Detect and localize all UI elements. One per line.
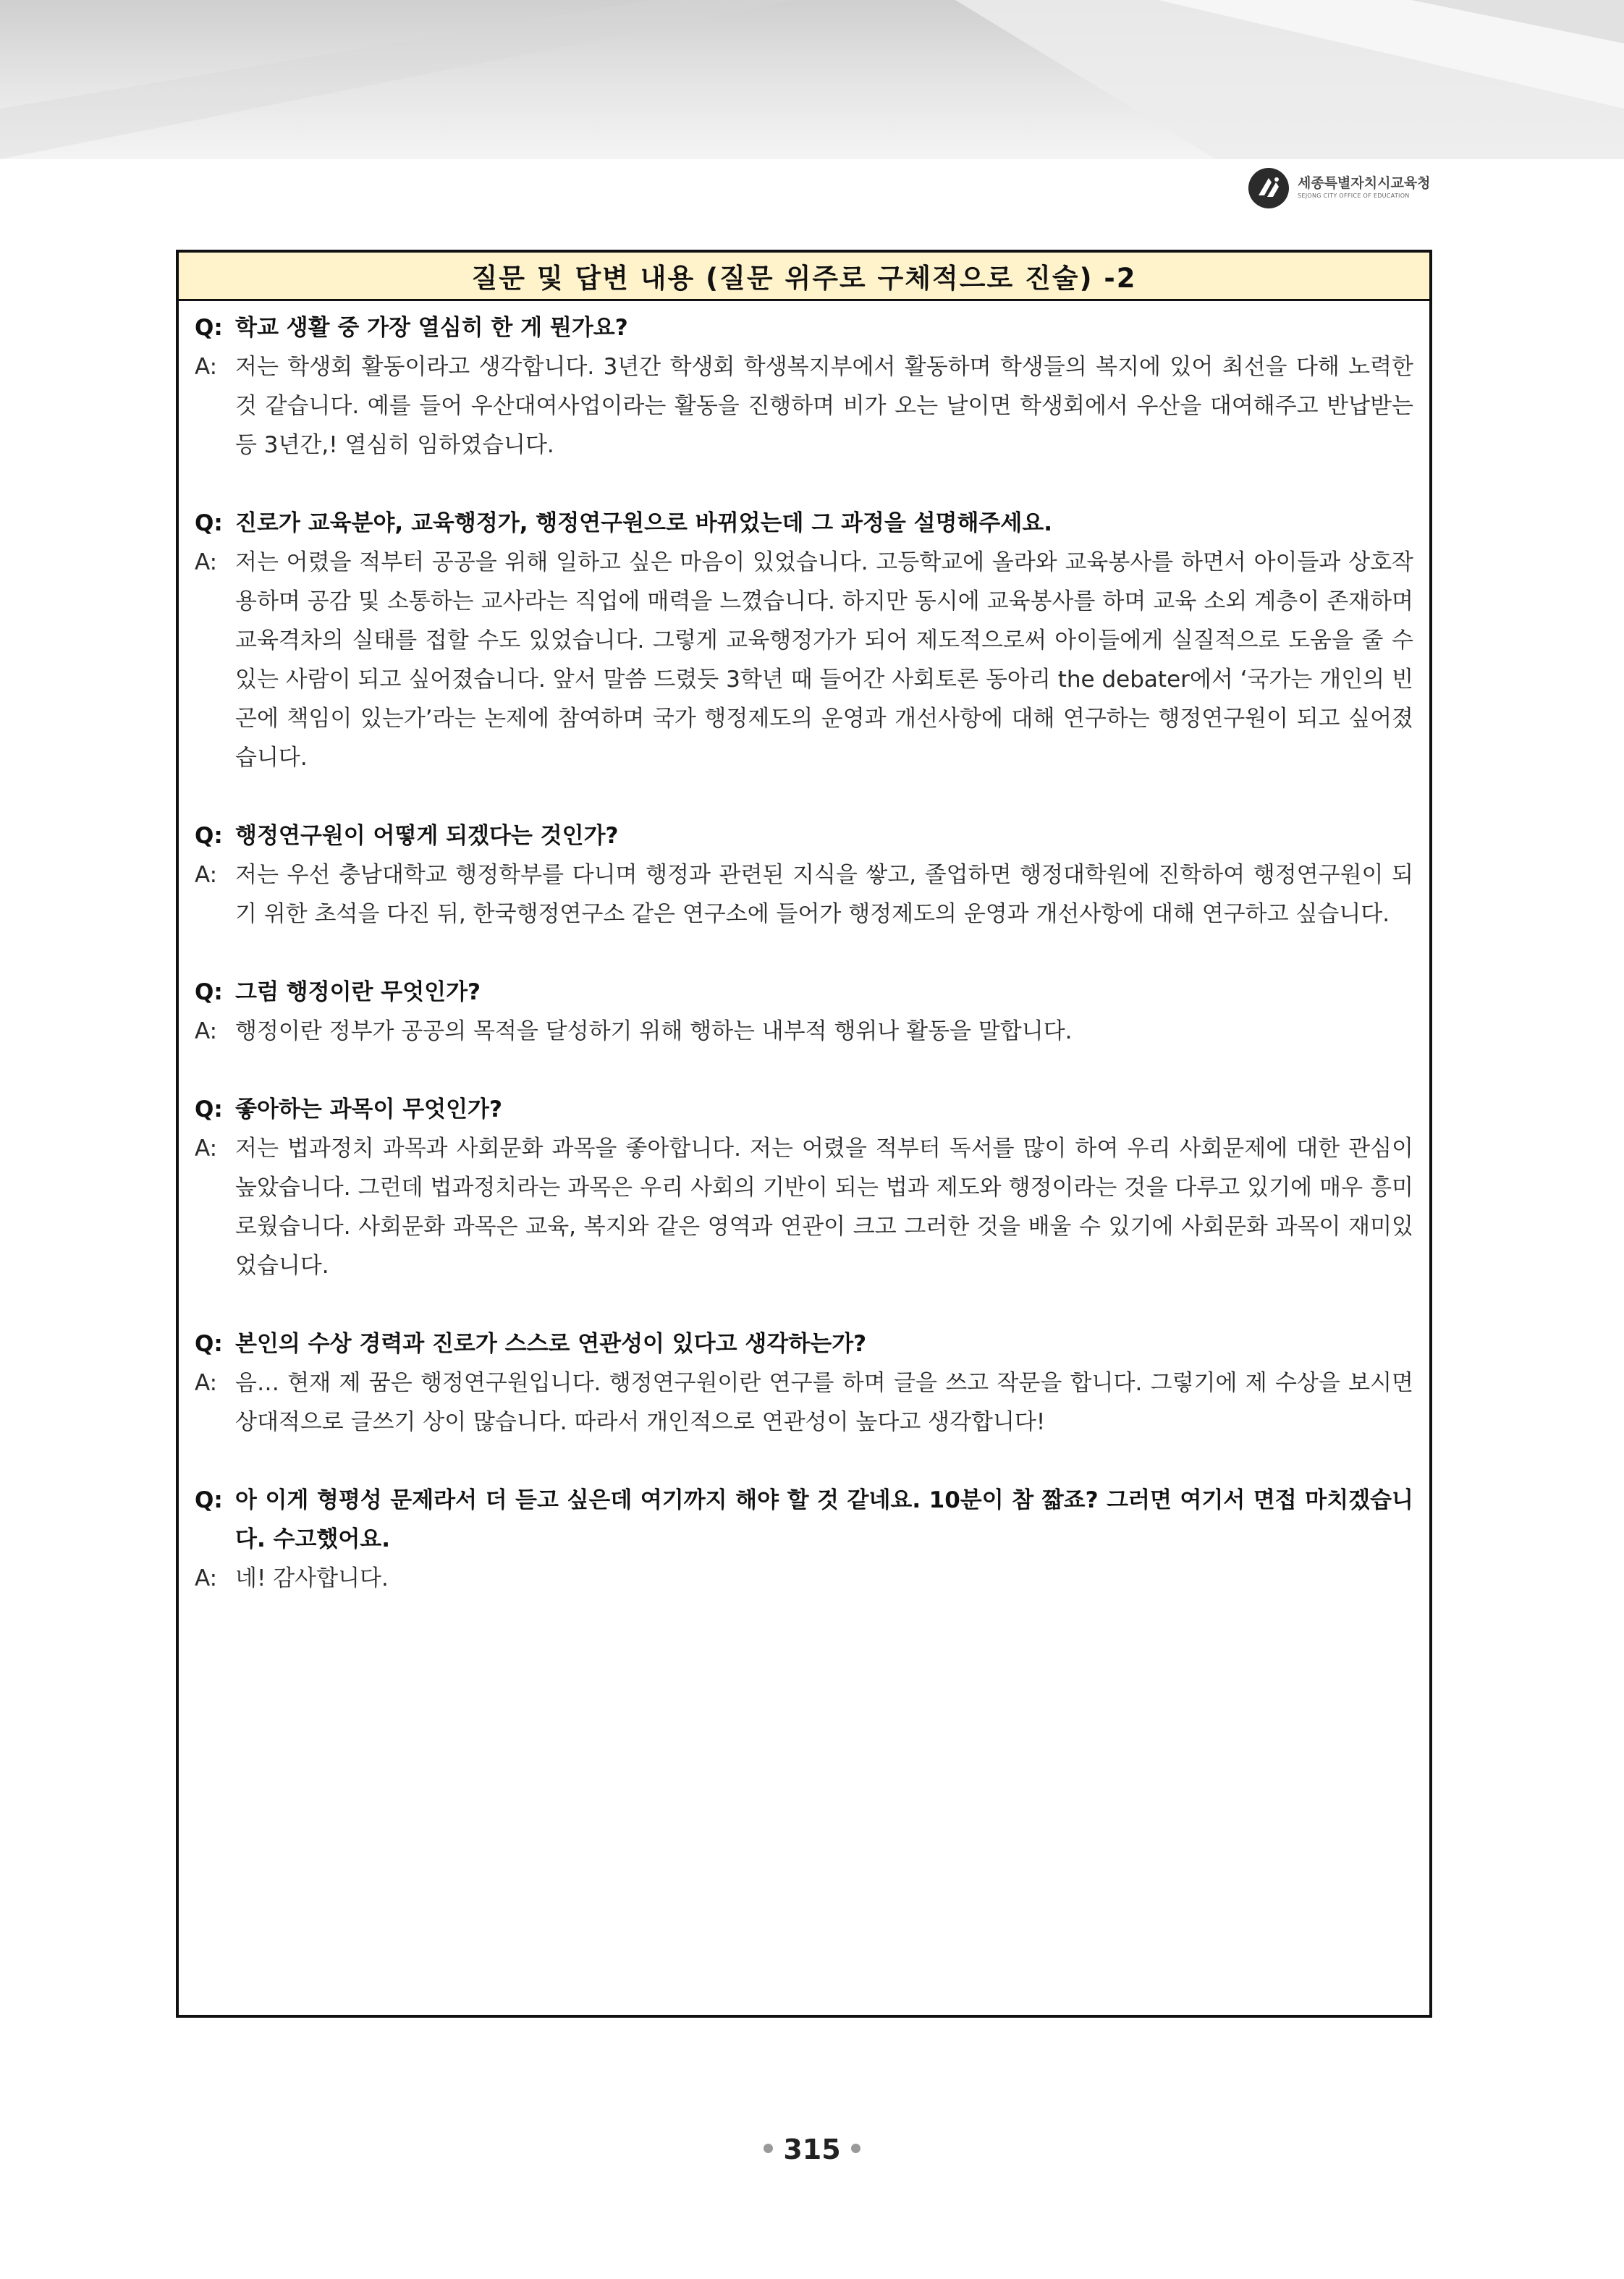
question-prefix: Q: [195,315,223,341]
question-prefix: Q: [195,1096,223,1122]
question-text: 좋아하는 과목이 무엇인가? [235,1096,502,1122]
question [195,816,1413,855]
question [195,973,1413,1012]
qa-item [195,1090,1413,1285]
answer-prefix: A: [195,1370,218,1396]
qa-item [195,816,1413,934]
question-text: 학교 생활 중 가장 열심히 한 게 뭔가요? [235,315,628,341]
answer-prefix: A: [195,549,218,575]
question-text: 아 이게 형평성 문제라서 더 듣고 싶은데 여기까지 해야 할 것 같네요. 10분이 참 짧죠? 그러면 여기서 면접 마치겠습니다. 수고했어요. [235,1487,1413,1552]
answer-text: 저는 우선 충남대학교 행정학부를 다니며 행정과 관련된 지식을 쌓고, 졸업하면 행정대학원에 진학하여 행정연구원이 되기 위한 초석을 다진 뒤, 한국행정연구소 같은 연구소에 들어가 행정제도의 운영과 개선사항에 대해 연구하고 싶습니다. [235,862,1413,927]
answer [195,1363,1413,1442]
qa-item [195,1324,1413,1442]
answer-text: 네! 감사합니다. [235,1565,389,1591]
qa-list [179,301,1429,1598]
question-prefix: Q: [195,1331,223,1357]
answer-text: 저는 어렸을 적부터 공공을 위해 일하고 싶은 마음이 있었습니다. 고등학교에 올라와 교육봉사를 하면서 아이들과 상호작용하며 공감 및 소통하는 교사라는 직업에 매력을 느꼈습니다. 하지만 동시에 교육봉사를 하며 교육 소외 계층이 존재하며 교육격차의 실태를 접할 수도 있었습니다. 그렇게 교육행정가가 되어 제도적으로써 아이들에게 실질적으로 도움을 줄 수 있는 사람이 되고 싶어졌습니다. 앞서 말씀 드렸듯 3학년 때 들어간 사회토론 동아리 the debater에서 ‘국가는 개인의 빈곤에 책임이 있는가’라는 논제에 참여하며 국가 행정제도의 운영과 개선사항에 대해 연구하는 행정연구원이 되고 싶어졌습니다. [235,549,1413,771]
question [195,1324,1413,1363]
page-number-text: 315 [783,2134,841,2165]
answer [195,1012,1413,1051]
qa-table [176,250,1432,2018]
header-banner [0,0,1624,159]
qa-item [195,1481,1413,1598]
publisher-name-en: SEJONG CITY OFFICE OF EDUCATION [1298,193,1410,199]
answer-prefix: A: [195,1136,218,1162]
question-prefix: Q: [195,1487,223,1513]
question-prefix: Q: [195,823,223,849]
answer-prefix: A: [195,1018,218,1044]
qa-item [195,973,1413,1051]
sejong-emblem-icon [1248,168,1289,208]
answer-text: 저는 법과정치 과목과 사회문화 과목을 좋아합니다. 저는 어렸을 적부터 독서를 많이 하여 우리 사회문제에 대한 관심이 높았습니다. 그런데 법과정치라는 과목은 우리 사회의 기반이 되는 법과 제도와 행정이라는 것을 다루고 있기에 매우 흥미로웠습니다. 사회문화 과목은 교육, 복지와 같은 영역과 연관이 크고 그러한 것을 배울 수 있기에 사회문화 과목이 재미있었습니다. [235,1136,1413,1279]
bullet-dot-icon [851,2144,860,2153]
publisher-name: 세종특별자치시교육청 [1298,175,1431,191]
banner-decoration [0,0,1624,159]
answer-text: 저는 학생회 활동이라고 생각합니다. 3년간 학생회 학생복지부에서 활동하며 학생들의 복지에 있어 최선을 다해 노력한 것 같습니다. 예를 들어 우산대여사업이라는 활동을 진행하며 비가 오는 날이면 학생회에서 우산을 대여해주고 반납받는 등 3년간,! 열심히 임하였습니다. [235,354,1413,458]
answer [195,1559,1413,1598]
answer [195,347,1413,465]
question-text: 그럼 행정이란 무엇인가? [235,979,481,1005]
answer [195,543,1413,777]
answer-prefix: A: [195,354,218,380]
answer-text: 행정이란 정부가 공공의 목적을 달성하기 위해 행하는 내부적 행위나 활동을 말합니다. [235,1018,1073,1044]
question-prefix: Q: [195,979,223,1005]
answer [195,1129,1413,1285]
question [195,1481,1413,1559]
question-text: 진로가 교육분야, 교육행정가, 행정연구원으로 바뀌었는데 그 과정을 설명해주세요. [235,510,1053,536]
qa-item [195,504,1413,777]
qa-item [195,308,1413,465]
page-number [0,2134,1624,2165]
bullet-dot-icon [764,2144,773,2153]
question-text: 본인의 수상 경력과 진로가 스스로 연관성이 있다고 생각하는가? [235,1331,867,1357]
answer-prefix: A: [195,862,218,888]
question-text: 행정연구원이 어떻게 되겠다는 것인가? [235,823,619,849]
answer [195,855,1413,934]
question [195,504,1413,543]
section-title: 질문 및 답변 내용 (질문 위주로 구체적으로 진술) -2 [179,253,1429,301]
publisher-logo [1248,168,1466,211]
question [195,1090,1413,1129]
answer-prefix: A: [195,1565,218,1591]
answer-text: 음… 현재 제 꿈은 행정연구원입니다. 행정연구원이란 연구를 하며 글을 쓰고 작문을 합니다. 그렇기에 제 수상을 보시면 상대적으로 글쓰기 상이 많습니다. 따라서 개인적으로 연관성이 높다고 생각합니다! [235,1370,1413,1435]
question-prefix: Q: [195,510,223,536]
question [195,308,1413,347]
